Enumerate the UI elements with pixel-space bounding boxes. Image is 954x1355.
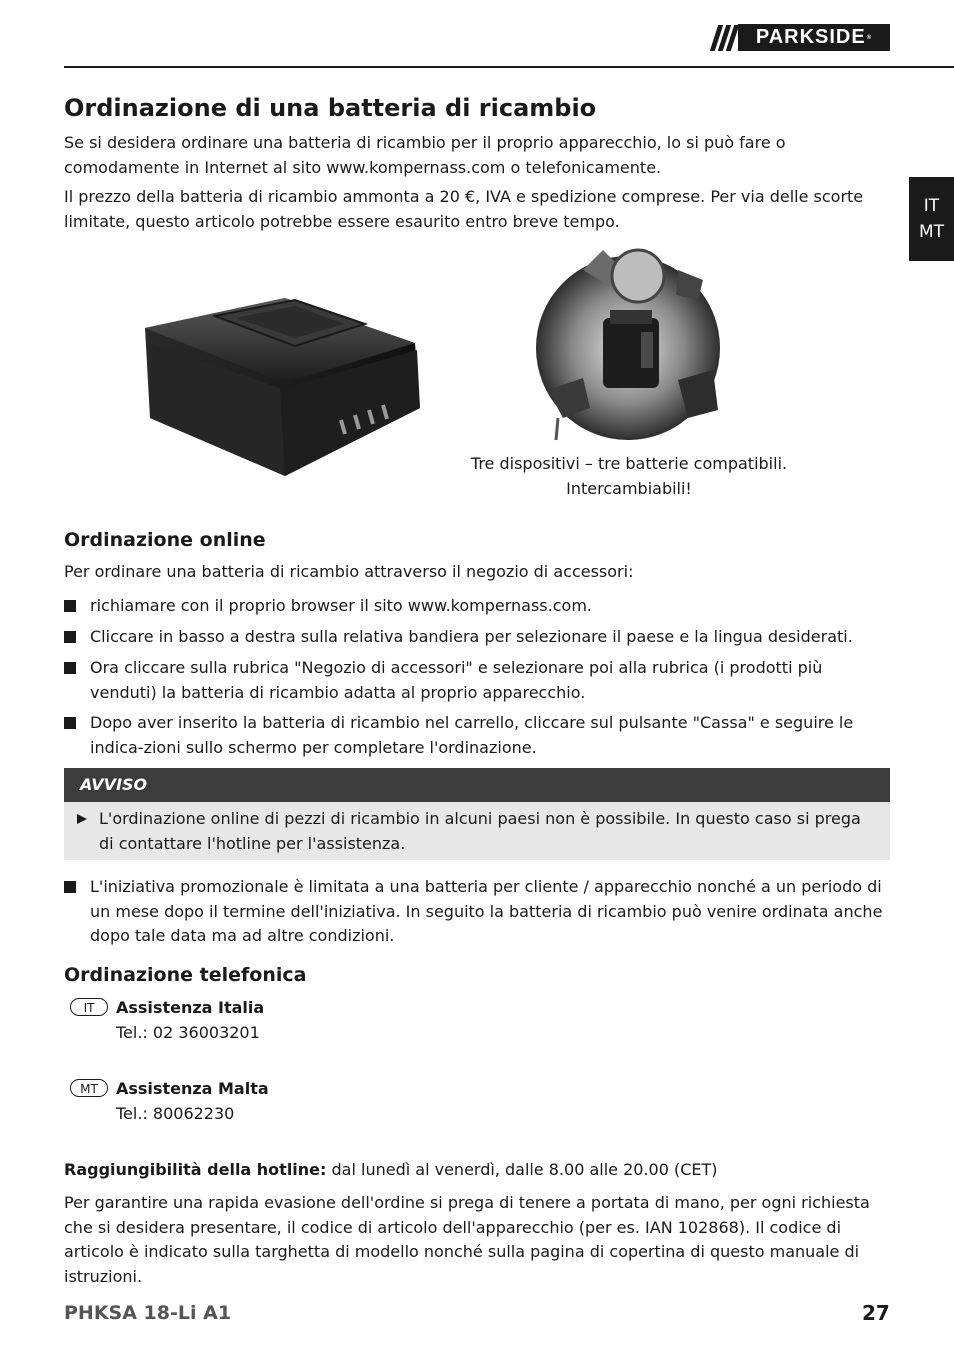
promo-text: L'iniziativa promozionale è limitata a una batteria per cliente / apparecchio nonché a un periodo di un mese dopo il termine dell'iniziativa. In seguito la batteria di ricambio può venire ordinata anche dopo tale data ma ad altre condizioni. [90,877,883,945]
hotline-label: Raggiungibilità della hotline: [64,1160,327,1179]
logo-registered: ® [866,34,873,41]
image-caption-line-1: Tre dispositivi – tre batterie compatibili. [470,454,788,473]
page-title: Ordinazione di una batteria di ricambio [64,94,597,122]
parkside-logo [714,24,890,51]
online-step-2: Cliccare in basso a destra sulla relativa bandiera per selezionare il paese e la lingua desiderati. [90,627,853,646]
online-heading: Ordinazione online [64,529,266,551]
contact-tel-it: Tel.: 02 36003201 [116,1023,260,1042]
phone-heading: Ordinazione telefonica [64,964,307,986]
contact-name-mt: Assistenza Malta [116,1079,269,1098]
logo-wordmark [738,24,890,51]
header-rule [64,66,954,68]
arrow-right-icon [76,813,88,825]
bullet-square-icon [64,717,76,729]
online-step-1: richiamare con il proprio browser il sito www.kompernass.com. [90,596,592,615]
battery-pack-image [135,288,427,480]
bullet-square-icon [64,662,76,674]
intro-paragraph-1: Se si desidera ordinare una batteria di ricambio per il proprio apparecchio, lo si può fare o comodamente in Internet al sito www.kompernass.com o telefonicamente. [64,133,786,177]
bullet-square-icon [64,881,76,893]
notice-heading: AVVISO [64,768,890,802]
hotline-hours [64,1158,894,1183]
closing-paragraph: Per garantire una rapida evasione dell'ordine si prega di tenere a portata di mano, per ogni richiesta che si desidera presentare, il codice di articolo dell'apparecchio (per es. IAN 102868). Il codice di articolo è indicato sulla targhetta di modello nonché sulla pagina di copertina di questo manuale di istruzioni. [64,1193,870,1286]
bullet-square-icon [64,631,76,643]
intro-paragraph-2: Il prezzo della batteria di ricambio ammonta a 20 €, IVA e spedizione comprese. Per via delle scorte limitate, questo articolo potrebbe essere esaurito entro breve tempo. [64,187,864,231]
language-tab [909,177,954,261]
hotline-hours-text: dal lunedì al venerdì, dalle 8.00 alle 20.00 (CET) [326,1160,718,1179]
image-caption-line-2: Intercambiabili! [566,479,692,498]
language-tab-it: IT [923,196,940,216]
notice-text: L'ordinazione online di pezzi di ricambio in alcuni paesi non è possibile. In questo caso si prega di contattare l'hotline per l'assistenza. [99,809,861,853]
logo-slashes [714,24,735,51]
country-badge-mt: MT [70,1079,108,1097]
contact-name-it: Assistenza Italia [116,998,265,1017]
language-tab-mt: MT [918,222,945,242]
online-step-3: Ora cliccare sulla rubrica "Negozio di accessori" e selezionare poi alla rubrica (i prodotti più venduti) la batteria di ricambio adatta al proprio apparecchio. [90,658,823,702]
page-number: 27 [862,1301,890,1325]
logo-text: PARKSIDE [755,26,866,48]
online-step-4: Dopo aver inserito la batteria di ricambio nel carrello, cliccare sul pulsante "Cassa" e seguire le indica-zioni sullo schermo per completare l'ordinazione. [90,713,854,757]
contact-tel-mt: Tel.: 80062230 [116,1104,235,1123]
country-badge-it: IT [70,998,108,1016]
devices-image [528,240,728,445]
online-intro: Per ordinare una batteria di ricambio attraverso il negozio di accessori: [64,562,634,581]
footer-model: PHKSA 18-Li A1 [64,1302,232,1324]
bullet-square-icon [64,600,76,612]
